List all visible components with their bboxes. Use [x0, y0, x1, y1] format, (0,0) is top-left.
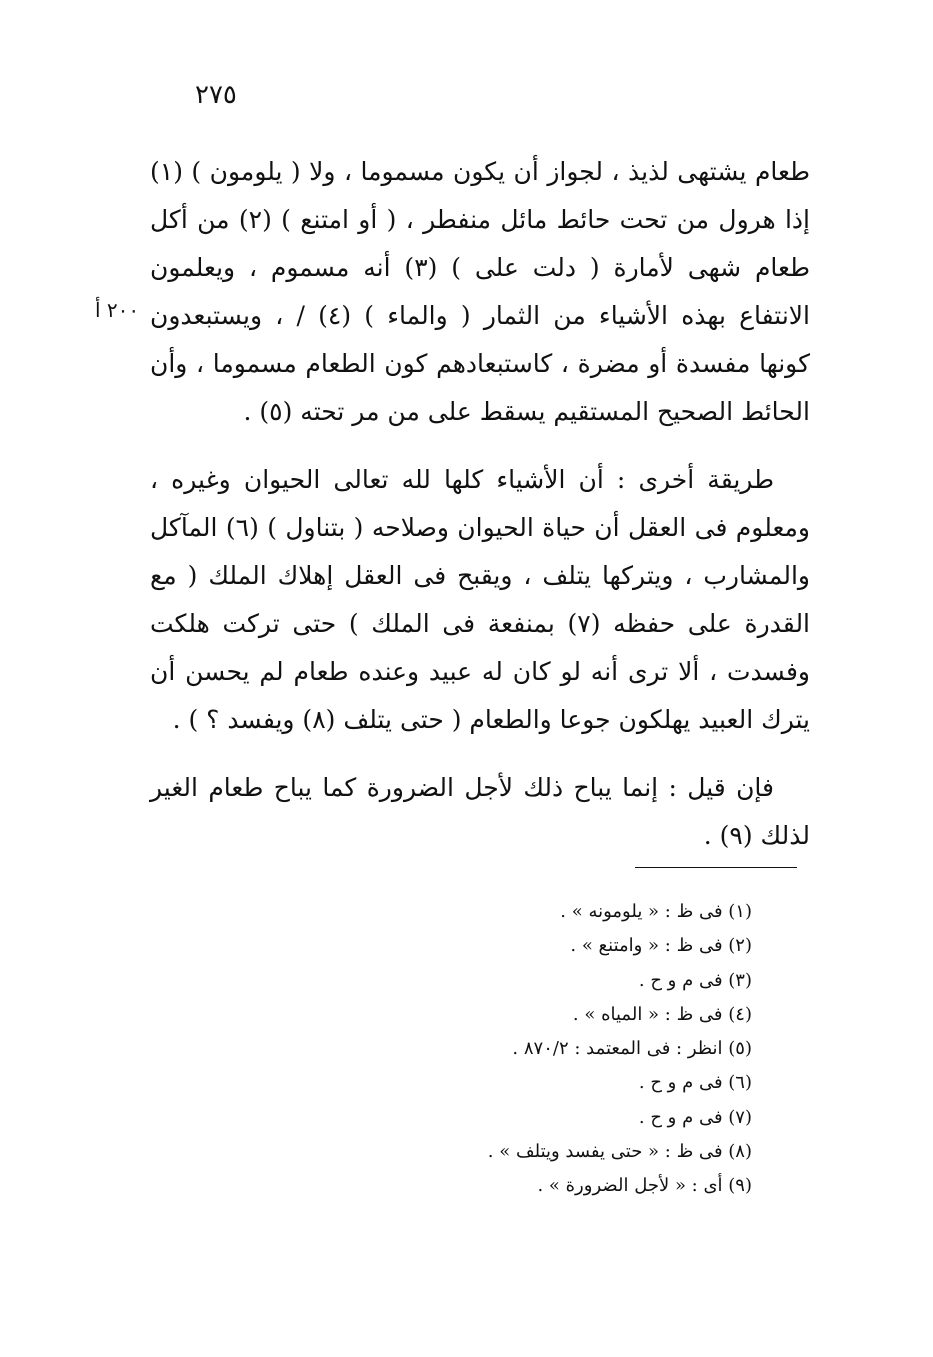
footnote-divider	[635, 867, 797, 868]
footnote-7: (٧) فى م و ح .	[638, 1106, 752, 1128]
footnote-4: (٤) فى ظ : « المياه » .	[572, 1003, 752, 1025]
paragraph-1: طعام يشتهى لذيذ ، لجواز أن يكون مسموما ، ولا ( يلومون ) (١) إذا هرول من تحت حائط مائل منفطر ، ( أو امتنع ) (٢) من أكل طعام شهى لأمارة ( دلت على ) (٣) أنه مسموم ، ويعلمون الانتفاع بهذه الأشياء من الثمار ( والماء ) (٤) / ، ويستبعدون كونها مفسدة أو مضرة ، كاستبعادهم كون الطعام مسموما ، وأن الحائط الصحيح المستقيم يسقط على من مر تحته (٥) .	[150, 157, 810, 426]
footnote-6: (٦) فى م و ح .	[638, 1072, 752, 1094]
paragraph-3: فإن قيل : إنما يباح ذلك لأجل الضرورة كما يباح طعام الغير لذلك (٩) .	[150, 773, 810, 850]
footnote-5: (٥) انظر : فى المعتمد : ٨٧٠/٢ .	[512, 1038, 752, 1060]
footnote-3: (٣) فى م و ح .	[638, 969, 752, 991]
page-number: ٢٧٥	[195, 80, 237, 110]
footnote-8: (٨) فى ظ : « حتى يفسد ويتلف » .	[487, 1141, 752, 1163]
footnote-1: (١) فى ظ : « يلومونه » .	[560, 901, 752, 922]
margin-note: ٢٠٠ أ	[95, 298, 140, 322]
main-text	[150, 148, 810, 880]
footnote-2: (٢) فى ظ : « وامتنع » .	[570, 935, 752, 957]
paragraph-2: طريقة أخرى : أن الأشياء كلها لله تعالى الحيوان وغيره ، ومعلوم فى العقل أن حياة الحيوان وصلاحه ( بتناول ) (٦) المآكل والمشارب ، ويتركها يتلف ، ويقبح فى العقل إهلاك الملك ( مع القدرة على حفظه (٧) بمنفعة فى الملك ) حتى تركت هلكت وفسدت ، ألا ترى أنه لو كان له عبيد وعنده طعام لم يحسن أن يترك العبيد يهلكون جوعا والطعام ( حتى يتلف (٨) ويفسد ؟ ) .	[150, 465, 811, 734]
footnotes	[380, 895, 752, 1204]
footnote-9: (٩) أى : « لأجل الضرورة » .	[537, 1175, 752, 1197]
